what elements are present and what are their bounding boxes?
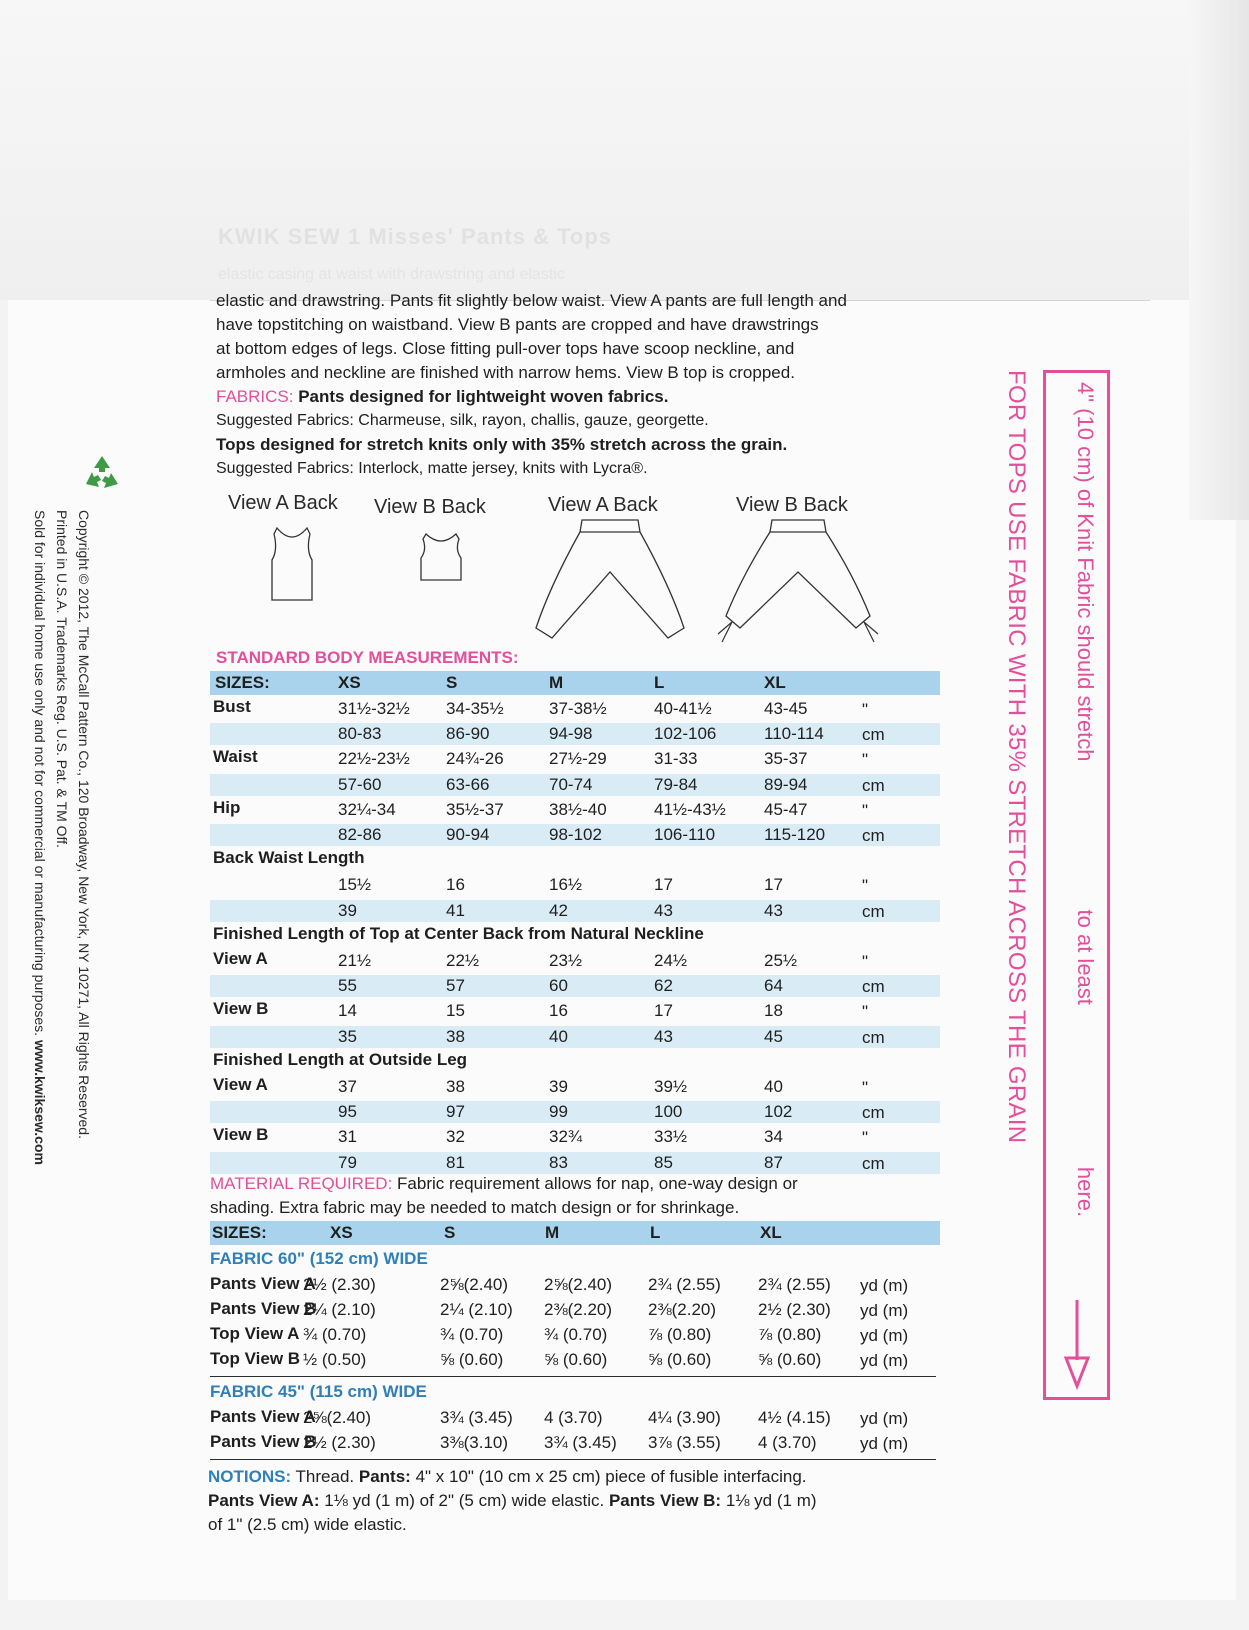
measurement-value: 22½-23½ <box>338 749 410 769</box>
row-band <box>210 1101 940 1123</box>
measurement-value: 14 <box>338 1001 357 1021</box>
measurement-value: 60 <box>549 976 568 996</box>
description-line: at bottom edges of legs. Close fitting pull-over tops have scoop neckline, and <box>216 339 795 358</box>
notions-line-1 <box>208 1465 807 1489</box>
measurements-title: STANDARD BODY MEASUREMENTS: <box>216 648 519 667</box>
description-line: have topstitching on waistband. View B pants are cropped and have drawstrings <box>216 315 819 334</box>
row-band <box>210 900 940 922</box>
measurement-unit: cm <box>862 901 885 921</box>
material-sizes-band <box>210 1221 940 1245</box>
row-band <box>210 975 940 997</box>
measurement-unit: " <box>862 1002 869 1022</box>
size-header: XS <box>338 673 361 692</box>
measurement-value: 43-45 <box>764 699 808 718</box>
fabric-yardage: 2⅝(2.40) <box>440 1275 509 1294</box>
measurement-value: 16 <box>549 1001 568 1021</box>
measurement-value: 24¾-26 <box>446 749 504 769</box>
notions-interfacing: 4" x 10" (10 cm x 25 cm) piece of fusible interfacing. <box>415 1467 807 1486</box>
measurement-value: 43 <box>764 900 783 920</box>
measurement-value: 63-66 <box>446 774 490 794</box>
measurement-value: 79-84 <box>654 774 698 794</box>
measurement-unit: " <box>862 700 869 719</box>
measurement-unit: " <box>862 1128 869 1148</box>
view-label: View B Back <box>374 496 486 518</box>
measurement-value: 115-120 <box>764 825 826 844</box>
measurement-value: 106-110 <box>654 825 716 844</box>
fabric-yardage: 4 (3.70) <box>544 1408 603 1427</box>
measurement-label: Back Waist Length <box>213 848 365 868</box>
measurement-label: Finished Length of Top at Center Back from Natural Neckline <box>213 923 704 943</box>
sizes-label: SIZES: <box>215 673 270 692</box>
fabrics-tops-suggested: Suggested Fabrics: Interlock, matte jersey, knits with Lycra®. <box>216 460 648 477</box>
measurement-value: 39½ <box>654 1077 688 1096</box>
measurement-value: 57-60 <box>338 774 382 794</box>
fabric-60-label: FABRIC 60" (152 cm) WIDE <box>210 1249 428 1268</box>
measurement-value: 34-35½ <box>446 699 504 718</box>
divider <box>210 1459 936 1460</box>
measurement-value: 35 <box>338 1026 357 1046</box>
divider <box>210 1376 936 1377</box>
view-label: View B Back <box>736 494 848 516</box>
fabric-yardage: 2⅜(2.20) <box>648 1300 717 1319</box>
fabric-yardage: 2⅜(2.20) <box>544 1300 613 1319</box>
fabrics-line <box>216 385 668 409</box>
fabric-row-label: Pants View B <box>210 1299 317 1318</box>
size-header: S <box>444 1223 456 1242</box>
usage-text: Sold for individual home use only and not for commercial or manufacturing purposes. <box>32 510 48 1037</box>
fabrics-label: FABRICS: <box>216 387 294 406</box>
measurement-value: 37-38½ <box>549 699 607 718</box>
measurement-label: View B <box>213 999 269 1019</box>
fabric-yardage: ⅞ (0.80) <box>648 1325 712 1344</box>
measurement-value: 62 <box>654 976 673 996</box>
fabric-row-label: Pants View A <box>210 1274 316 1293</box>
pants-view-b-back-illustration <box>712 516 882 666</box>
measurement-value: 22½ <box>446 951 480 970</box>
measurement-value: 25½ <box>764 951 798 970</box>
faint-header-title: KWIK SEW 1 Misses' Pants & Tops <box>218 224 612 249</box>
usage-line <box>29 510 51 1630</box>
notions-thread: Thread. <box>295 1467 355 1486</box>
measurement-unit: cm <box>862 775 885 795</box>
notions-pants-label: Pants: <box>358 1467 411 1486</box>
gauge-here: here. <box>1073 1166 1098 1218</box>
fabric-yardage: ¾ (0.70) <box>544 1325 608 1344</box>
fabric-yardage: 2⅝(2.40) <box>303 1408 372 1427</box>
measurement-value: 21½ <box>338 951 372 970</box>
notions-line-3: of 1" (2.5 cm) wide elastic. <box>208 1515 407 1534</box>
measurement-value: 99 <box>549 1102 568 1122</box>
measurement-value: 79 <box>338 1152 357 1172</box>
fabrics-pants: Pants designed for lightweight woven fabrics. <box>298 387 669 406</box>
measurement-value: 40 <box>549 1026 568 1046</box>
top-view-b-back-illustration <box>414 530 468 586</box>
fabric-unit: yd (m) <box>860 1301 909 1320</box>
measurement-value: 38½-40 <box>549 799 607 819</box>
measurement-value: 82-86 <box>338 825 382 844</box>
stretch-gauge-text <box>1072 382 1098 1217</box>
measurement-value: 98-102 <box>549 825 602 844</box>
measurement-value: 38 <box>446 1026 465 1046</box>
fabric-yardage: ⅞ (0.80) <box>758 1325 822 1344</box>
fabric-yardage: 2¾ (2.55) <box>648 1275 721 1294</box>
measurement-label: View B <box>213 1125 269 1145</box>
fabric-yardage: 2½ (2.30) <box>303 1433 376 1452</box>
measurement-value: 31½-32½ <box>338 699 410 718</box>
envelope-flap <box>0 0 1249 300</box>
fabric-row-label: Pants View B <box>210 1432 317 1451</box>
fabric-yardage: ⅝ (0.60) <box>648 1350 712 1369</box>
measurement-value: 39 <box>549 1077 568 1096</box>
material-sizes-label: SIZES: <box>212 1223 267 1242</box>
measurement-label: Hip <box>213 797 241 817</box>
measurement-value: 31-33 <box>654 749 698 769</box>
measurement-label: View A <box>213 949 268 968</box>
measurement-value: 94-98 <box>549 724 593 744</box>
description-line: elastic and drawstring. Pants fit slightly below waist. View A pants are full length and <box>216 291 847 310</box>
measurement-value: 15 <box>446 1001 465 1021</box>
measurement-value: 15½ <box>338 875 372 895</box>
measurement-value: 95 <box>338 1102 357 1122</box>
material-label: MATERIAL REQUIRED: <box>210 1174 393 1193</box>
measurement-value: 38 <box>446 1077 465 1096</box>
size-header: M <box>545 1223 560 1242</box>
website-link[interactable]: www.kwiksew.com <box>32 1039 48 1165</box>
measurement-value: 31 <box>338 1127 357 1147</box>
measurement-value: 35-37 <box>764 749 808 769</box>
fabric-yardage: 4½ (4.15) <box>758 1408 831 1427</box>
measurement-label: Waist <box>213 747 258 767</box>
view-label: View A Back <box>228 492 338 514</box>
size-header: S <box>446 673 458 692</box>
fabric-45-label: FABRIC 45" (115 cm) WIDE <box>210 1382 427 1401</box>
sizes-header-band <box>210 671 940 695</box>
measurement-value: 55 <box>338 976 357 996</box>
fabric-yardage: 3⅜(3.10) <box>440 1433 509 1452</box>
fabric-yardage: ⅝ (0.60) <box>758 1350 822 1369</box>
fabrics-pants-suggested: Suggested Fabrics: Charmeuse, silk, rayon, challis, gauze, georgette. <box>216 412 709 429</box>
measurement-label: Finished Length at Outside Leg <box>213 1049 468 1069</box>
size-header: L <box>654 673 665 692</box>
fabric-yardage: 4¼ (3.90) <box>648 1408 721 1427</box>
notions-view-a-label: Pants View A: <box>208 1491 320 1510</box>
fabric-yardage: 2¼ (2.10) <box>440 1300 513 1319</box>
measurement-value: 102-106 <box>654 724 717 744</box>
measurement-unit: " <box>862 952 869 971</box>
fabric-yardage: ½ (0.50) <box>303 1350 367 1369</box>
fabric-row-label: Top View A <box>210 1324 300 1343</box>
fabric-yardage: 2⅝(2.40) <box>544 1275 613 1294</box>
fabric-yardage: 4 (3.70) <box>758 1433 817 1452</box>
measurement-value: 17 <box>654 1001 673 1021</box>
fabric-yardage: 2½ (2.30) <box>758 1300 831 1319</box>
measurement-value: 89-94 <box>764 774 808 794</box>
fabric-yardage: 2½ (2.30) <box>303 1275 376 1294</box>
material-text-2: shading. Extra fabric may be needed to match design or for shrinkage. <box>210 1198 740 1217</box>
measurement-value: 85 <box>654 1152 673 1172</box>
fabric-yardage: 3¾ (3.45) <box>440 1408 513 1427</box>
measurement-value: 40 <box>764 1077 783 1096</box>
measurement-value: 87 <box>764 1152 783 1172</box>
size-header: XL <box>764 673 786 692</box>
size-header: XL <box>760 1223 782 1242</box>
measurement-value: 33½ <box>654 1127 688 1147</box>
fabric-row-label: Pants View A <box>210 1407 316 1426</box>
fabric-row-label: Top View B <box>210 1349 301 1368</box>
measurement-value: 18 <box>764 1001 783 1021</box>
fabric-yardage: ¾ (0.70) <box>440 1325 504 1344</box>
measurement-value: 64 <box>764 976 783 996</box>
measurement-unit: " <box>862 800 869 820</box>
fabric-unit: yd (m) <box>860 1434 909 1453</box>
material-text-1: Fabric requirement allows for nap, one-way design or <box>397 1174 798 1193</box>
fabric-yardage: 3⅞ (3.55) <box>648 1433 721 1452</box>
measurement-value: 86-90 <box>446 724 490 744</box>
measurement-value: 45-47 <box>764 799 808 819</box>
envelope-edge <box>1189 0 1249 520</box>
measurement-value: 97 <box>446 1102 465 1122</box>
measurement-value: 35½-37 <box>446 799 504 819</box>
measurement-value: 100 <box>654 1102 683 1122</box>
size-header: M <box>549 673 564 692</box>
measurement-unit: " <box>862 750 869 770</box>
row-band <box>210 1026 940 1048</box>
measurement-label: View A <box>213 1075 268 1094</box>
measurement-value: 57 <box>446 976 465 996</box>
fabric-yardage: 2¾ (2.55) <box>758 1275 831 1294</box>
stretch-requirement: FOR TOPS USE FABRIC WITH 35% STRETCH ACROSS THE GRAIN <box>1003 370 1030 1144</box>
measurement-value: 37 <box>338 1077 357 1096</box>
measurement-value: 32¼-34 <box>338 799 396 819</box>
measurement-value: 102 <box>764 1102 793 1122</box>
fabric-yardage: 2¼ (2.10) <box>303 1300 376 1319</box>
fabric-yardage: 3¾ (3.45) <box>544 1433 617 1452</box>
gauge-instruction: 4" (10 cm) of Knit Fabric should stretch <box>1073 382 1098 762</box>
measurement-value: 32 <box>446 1127 465 1147</box>
measurement-value: 43 <box>654 1026 673 1046</box>
top-view-a-back-illustration <box>262 524 322 604</box>
fabric-yardage: ¾ (0.70) <box>303 1325 367 1344</box>
trademark-line: Printed in U.S.A. Trademarks Reg. U.S. Pat. & TM Off. <box>54 510 70 848</box>
measurement-value: 16½ <box>549 875 583 895</box>
description-line: armholes and neckline are finished with narrow hems. View B top is cropped. <box>216 363 795 382</box>
measurement-unit: cm <box>862 1103 885 1123</box>
measurement-value: 17 <box>764 875 783 895</box>
measurement-value: 34 <box>764 1127 783 1147</box>
measurement-unit: " <box>862 1078 869 1097</box>
measurement-value: 43 <box>654 900 673 920</box>
material-line <box>210 1172 798 1196</box>
measurement-value: 40-41½ <box>654 699 712 718</box>
measurement-value: 41½-43½ <box>654 799 726 819</box>
measurement-value: 16 <box>446 875 465 895</box>
measurement-value: 17 <box>654 875 673 895</box>
notions-view-a-elastic: 1⅛ yd (1 m) of 2" (5 cm) wide elastic. <box>324 1491 605 1510</box>
arrow-down-icon <box>1064 1300 1090 1390</box>
measurement-value: 32¾ <box>549 1127 583 1147</box>
copyright-line: Copyright © 2012, The McCall Pattern Co., 120 Broadway, New York, NY 10271, All Rights Reserved. <box>76 510 92 1139</box>
size-header: L <box>650 1223 661 1242</box>
measurement-unit: cm <box>862 725 885 745</box>
fabric-unit: yd (m) <box>860 1326 909 1345</box>
notions-line-2 <box>208 1489 817 1513</box>
measurement-value: 83 <box>549 1152 568 1172</box>
recycle-icon <box>80 452 124 496</box>
measurement-value: 81 <box>446 1152 465 1172</box>
measurement-value: 42 <box>549 900 568 920</box>
fabric-yardage: ⅝ (0.60) <box>440 1350 504 1369</box>
pants-view-a-back-illustration <box>530 516 690 656</box>
measurement-unit: cm <box>862 1153 885 1173</box>
measurement-unit: cm <box>862 977 885 997</box>
gauge-to-at-least: to at least <box>1073 909 1098 1005</box>
row-band <box>210 1152 940 1174</box>
measurement-value: 80-83 <box>338 724 382 744</box>
fabrics-tops: Tops designed for stretch knits only with 35% stretch across the grain. <box>216 435 788 454</box>
measurement-label: Bust <box>213 697 251 716</box>
fabric-unit: yd (m) <box>860 1409 909 1428</box>
fabric-yardage: ⅝ (0.60) <box>544 1350 608 1369</box>
measurement-value: 90-94 <box>446 825 490 844</box>
measurement-unit: cm <box>862 1027 885 1047</box>
fabric-unit: yd (m) <box>860 1351 909 1370</box>
measurement-value: 70-74 <box>549 774 593 794</box>
measurement-value: 24½ <box>654 951 688 970</box>
measurement-value: 110-114 <box>764 724 824 744</box>
faint-header-line: elastic casing at waist with drawstring and elastic <box>218 266 565 283</box>
size-header: XS <box>330 1223 353 1242</box>
measurement-unit: " <box>862 876 869 896</box>
notions-view-b-label: Pants View B: <box>608 1491 722 1510</box>
measurement-value: 23½ <box>549 951 583 970</box>
measurement-value: 39 <box>338 900 357 920</box>
measurement-value: 45 <box>764 1026 783 1046</box>
view-label: View A Back <box>548 494 658 516</box>
copyright-block <box>29 510 95 1630</box>
measurement-value: 27½-29 <box>549 749 607 769</box>
fabric-unit: yd (m) <box>860 1276 909 1295</box>
notions-label: NOTIONS: <box>208 1467 292 1486</box>
measurement-value: 41 <box>446 900 465 920</box>
measurement-unit: cm <box>862 826 885 845</box>
notions-view-b-amount: 1⅛ yd (1 m) <box>725 1491 817 1510</box>
